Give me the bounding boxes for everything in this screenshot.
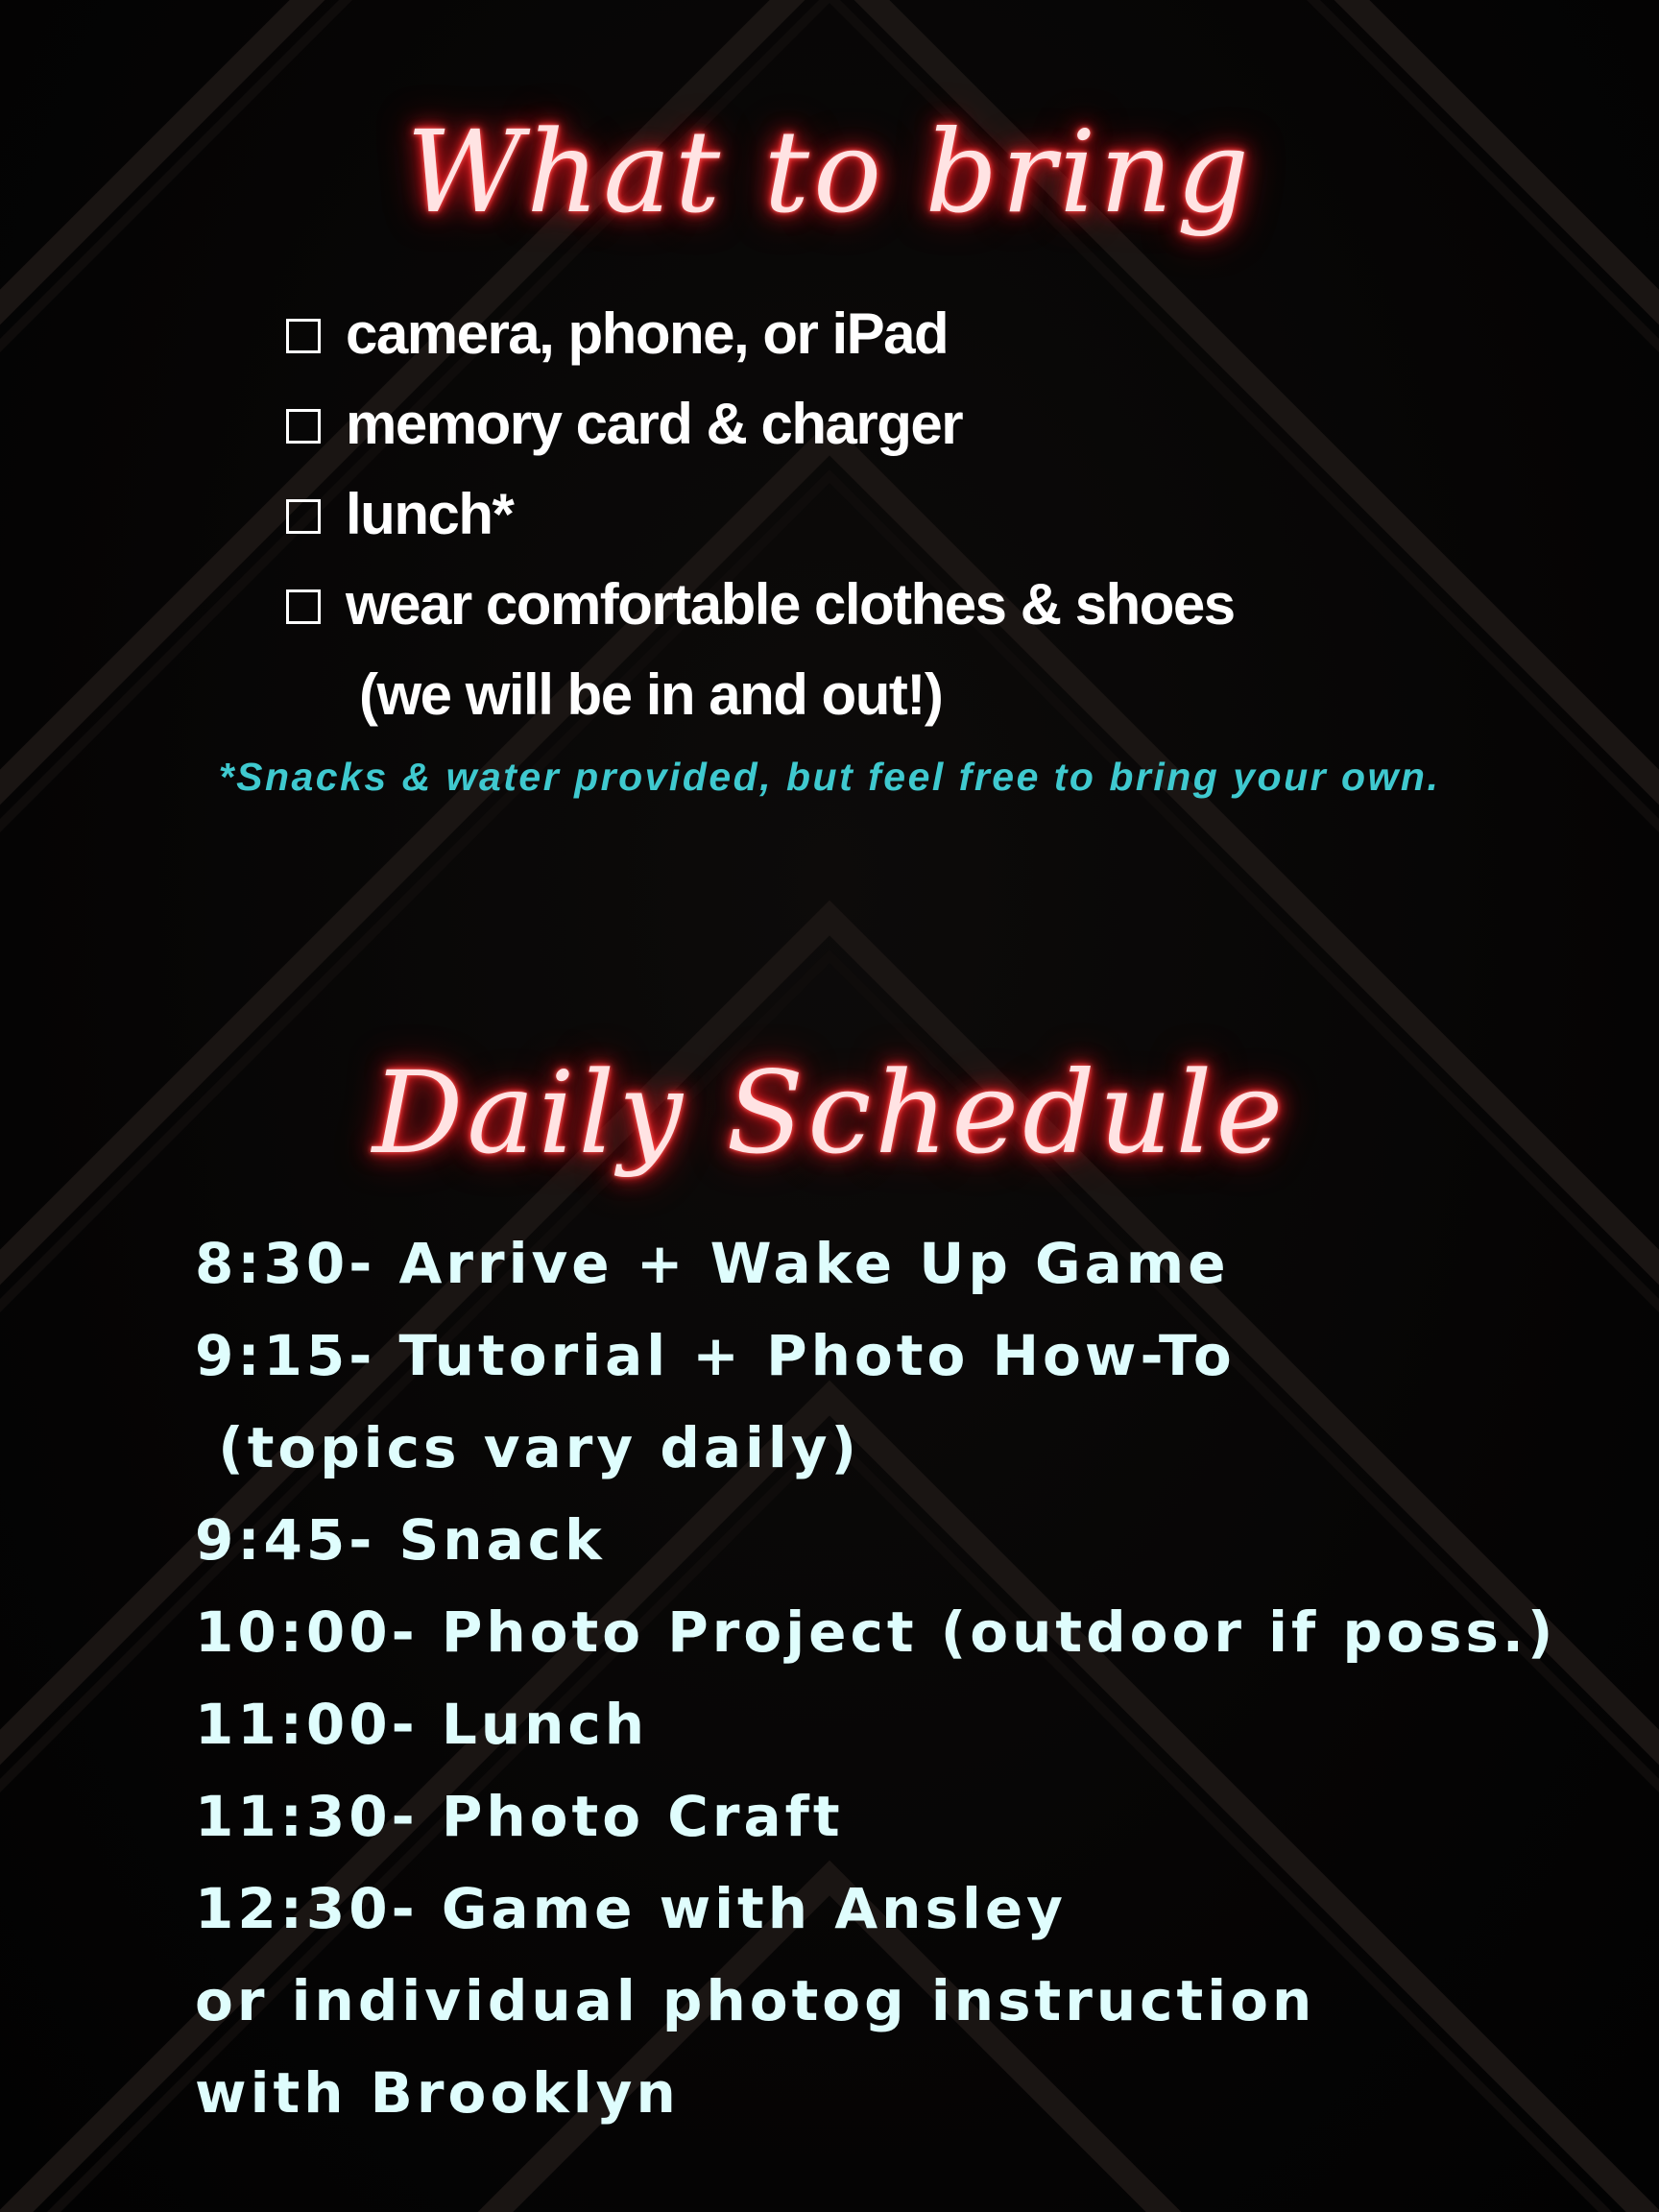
bring-checklist [286, 288, 1235, 739]
bring-item-label: lunch* [346, 481, 514, 546]
bring-item-lunch [286, 469, 1235, 559]
bring-item-label: camera, phone, or iPad [346, 301, 949, 366]
schedule-line: 9:45- Snack [195, 1507, 606, 1573]
checkbox-icon [286, 319, 321, 353]
schedule-line: 11:30- Photo Craft [195, 1784, 844, 1849]
daily-schedule-title: Daily Schedule [372, 1046, 1287, 1179]
schedule-list [195, 1217, 1556, 2139]
bring-item-camera [286, 288, 1235, 378]
schedule-line: 10:00- Photo Project (outdoor if poss.) [195, 1599, 1557, 1665]
what-to-bring-title: What to bring [406, 106, 1253, 238]
schedule-line: 8:30- Arrive + Wake Up Game [195, 1231, 1230, 1296]
bring-item-label: memory card & charger [346, 391, 963, 456]
bring-item-note: (we will be in and out!) [359, 661, 943, 727]
bring-item-clothes-note [286, 649, 1235, 739]
bring-item-label: wear comfortable clothes & shoes [346, 571, 1235, 637]
schedule-line: (topics vary daily) [195, 1415, 861, 1480]
checkbox-icon [286, 499, 321, 534]
bring-item-clothes [286, 559, 1235, 649]
schedule-line: 11:00- Lunch [195, 1692, 649, 1757]
bring-item-memory-card [286, 378, 1235, 469]
schedule-line: with Brooklyn [195, 2060, 680, 2126]
schedule-line: or individual photog instruction [195, 1968, 1316, 2033]
checkbox-icon [286, 589, 321, 624]
schedule-line: 12:30- Game with Ansley [195, 1876, 1067, 1941]
snacks-footnote: *Snacks & water provided, but feel free to bring your own. [218, 755, 1441, 799]
schedule-line: 9:15- Tutorial + Photo How-To [195, 1323, 1236, 1388]
checkbox-icon [286, 409, 321, 444]
